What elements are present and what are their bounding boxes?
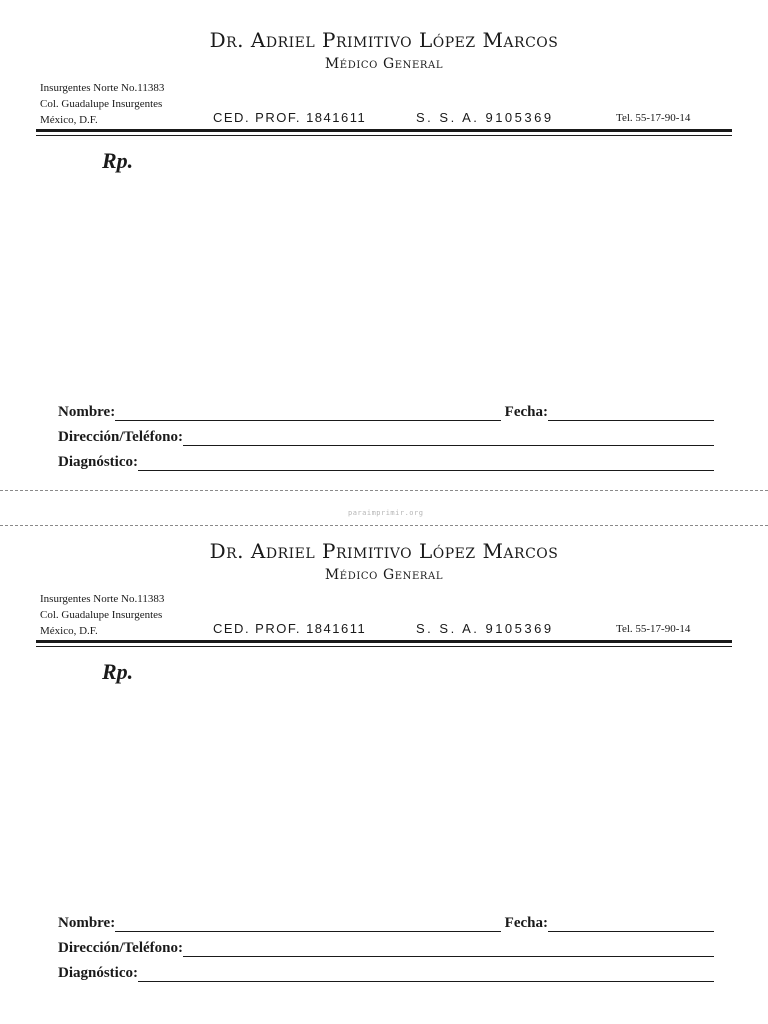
address-phone-label: Dirección/Teléfono: xyxy=(58,940,183,956)
address-phone-label: Dirección/Teléfono: xyxy=(58,429,183,445)
address-phone-row xyxy=(58,429,714,446)
name-date-row xyxy=(58,915,714,932)
diagnosis-row xyxy=(58,454,714,471)
ssa-number: S. S. A. 9105369 xyxy=(416,110,554,125)
diagnosis-label: Diagnóstico: xyxy=(58,454,138,470)
header-rule-thin xyxy=(36,135,732,136)
address-line-1: Insurgentes Norte No.11383 xyxy=(40,82,165,94)
name-field[interactable] xyxy=(115,405,500,421)
name-label: Nombre: xyxy=(58,404,116,420)
phone-number: Tel. 55-17-90-14 xyxy=(616,623,691,635)
date-label: Fecha: xyxy=(504,404,548,420)
doctor-specialty: Médico General xyxy=(324,56,444,72)
doctor-name: Dr. Adriel Primitivo López Marcos xyxy=(209,28,559,52)
professional-license: CED. PROF. 1841611 xyxy=(213,621,367,636)
diagnosis-label: Diagnóstico: xyxy=(58,965,138,981)
diagnosis-field[interactable] xyxy=(138,455,714,471)
rp-label: Rp. xyxy=(102,659,134,684)
address-line-2: Col. Guadalupe Insurgentes xyxy=(40,98,163,110)
address-phone-row xyxy=(58,940,714,957)
cut-line-upper xyxy=(0,490,768,491)
date-field[interactable] xyxy=(548,916,714,932)
header-rule-thick xyxy=(36,640,732,643)
date-field[interactable] xyxy=(548,405,714,421)
address-line-3: México, D.F. xyxy=(40,625,98,637)
watermark-text: paraimprimir.org xyxy=(348,509,424,517)
address-phone-field[interactable] xyxy=(183,430,714,446)
header-rule-thick xyxy=(36,129,732,132)
doctor-specialty: Médico General xyxy=(324,567,444,583)
header-rule-thin xyxy=(36,646,732,647)
address-phone-field[interactable] xyxy=(183,941,714,957)
name-date-row xyxy=(58,404,714,421)
cut-line-lower xyxy=(0,525,768,526)
address-line-1: Insurgentes Norte No.11383 xyxy=(40,593,165,605)
address-line-2: Col. Guadalupe Insurgentes xyxy=(40,609,163,621)
diagnosis-field[interactable] xyxy=(138,966,714,982)
diagnosis-row xyxy=(58,965,714,982)
rp-label: Rp. xyxy=(102,148,134,173)
address-line-3: México, D.F. xyxy=(40,114,98,126)
date-label: Fecha: xyxy=(504,915,548,931)
professional-license: CED. PROF. 1841611 xyxy=(213,110,367,125)
phone-number: Tel. 55-17-90-14 xyxy=(616,112,691,124)
doctor-name: Dr. Adriel Primitivo López Marcos xyxy=(209,539,559,563)
name-label: Nombre: xyxy=(58,915,116,931)
ssa-number: S. S. A. 9105369 xyxy=(416,621,554,636)
name-field[interactable] xyxy=(115,916,500,932)
